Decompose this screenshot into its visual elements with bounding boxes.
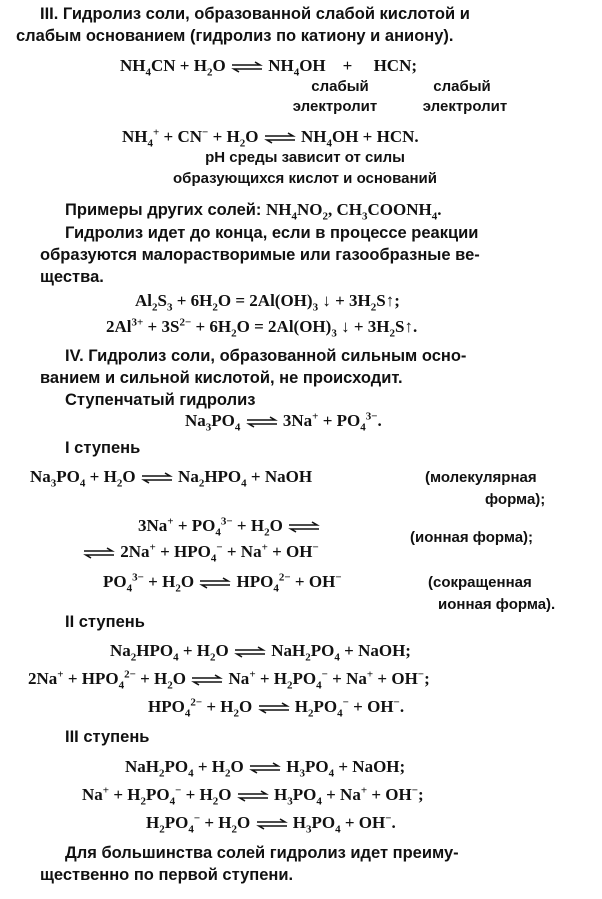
short-ionic-form-label-1: (сокращенная bbox=[428, 574, 532, 591]
reversible-arrow-icon bbox=[248, 762, 282, 774]
conclusion-line-2: щественно по первой ступени. bbox=[40, 866, 294, 884]
complete-hydrolysis-line-1: Гидролиз идет до конца, если в процессе реакции bbox=[65, 224, 479, 242]
section-4-line-2: ванием и сильной кислотой, не происходит. bbox=[40, 369, 403, 387]
reversible-arrow-icon bbox=[245, 416, 279, 428]
weak-electrolyte-label-1a: слабый bbox=[311, 78, 369, 95]
complete-hydrolysis-line-2: образуются малорастворимые или газообразные ве- bbox=[40, 246, 480, 264]
stage-1-ionic-equation-part-2: $2Na^+ + HPO_4^- + Na^+ + OH^-$ bbox=[82, 543, 319, 560]
molecular-form-label-2: форма); bbox=[485, 491, 546, 508]
reversible-arrow-icon bbox=[140, 472, 174, 484]
short-ionic-form-label-2: ионная форма). bbox=[438, 596, 556, 613]
reversible-arrow-icon bbox=[257, 702, 291, 714]
molecular-form-label-1: (молекулярная bbox=[425, 469, 537, 486]
complete-hydrolysis-line-3: щества. bbox=[40, 268, 104, 286]
reversible-arrow-icon bbox=[263, 132, 297, 144]
section-4-line-1: IV. Гидролиз соли, образованной сильным осно- bbox=[65, 347, 467, 365]
stepwise-hydrolysis-title: Ступенчатый гидролиз bbox=[65, 391, 256, 409]
section-3-heading-line-1: III. Гидролиз соли, образованной слабой кислотой и bbox=[40, 5, 470, 23]
stage-2-ionic-equation: $2Na^+ + HPO_4^{2-} + H_2O$ $Na^+ + H_2PO_4^- + Na^+ + OH^-$; bbox=[28, 668, 430, 692]
reversible-arrow-icon bbox=[198, 577, 232, 589]
ionic-form-label: (ионная форма); bbox=[410, 529, 534, 546]
equation-na3po4-dissociation: $Na_3PO_4$ $3Na^+ + PO_4^{3-}$. bbox=[185, 410, 382, 434]
stage-3-title: III ступень bbox=[65, 728, 150, 746]
ph-note-line-2: образующихся кислот и оснований bbox=[173, 170, 437, 187]
reversible-arrow-icon bbox=[236, 790, 270, 802]
weak-electrolyte-label-1b: электролит bbox=[292, 98, 378, 115]
examples-prefix: Примеры других солей: bbox=[65, 201, 267, 219]
stage-1-molecular-equation: $Na_3PO_4 + H_2O$ $Na_2HPO_4$ + NaOH bbox=[30, 467, 313, 490]
stage-3-ionic-equation: $Na^+ + H_2PO_4^- + H_2O$ $H_3PO_4 + Na^+ + OH^-$; bbox=[82, 784, 424, 808]
reversible-arrow-icon bbox=[82, 547, 116, 559]
stage-2-title: II ступень bbox=[65, 613, 145, 631]
other-salts-examples bbox=[65, 200, 442, 223]
stage-1-title: I ступень bbox=[65, 439, 141, 457]
equation-nh4cn-ionic: $NH_4^+ + CN^- + H_2O$ $NH_4OH$ + HCN. bbox=[122, 126, 419, 150]
reversible-arrow-icon bbox=[233, 646, 267, 658]
weak-electrolyte-label-2a: слабый bbox=[433, 78, 491, 95]
reversible-arrow-icon bbox=[230, 61, 264, 73]
conclusion-line-1: Для большинства солей гидролиз идет преиму- bbox=[65, 844, 459, 862]
reversible-arrow-icon bbox=[255, 818, 289, 830]
examples-formulas: $NH_4NO_2$, $CH_3COONH_4$. bbox=[266, 200, 442, 223]
stage-1-short-ionic-equation: $PO_4^{3-} + H_2O$ $HPO_4^{2-} + OH^-$ bbox=[103, 571, 342, 595]
reversible-arrow-icon bbox=[287, 521, 321, 533]
stage-2-short-ionic-equation: $HPO_4^{2-} + H_2O$ $H_2PO_4^- + OH^-$. bbox=[148, 696, 405, 720]
ph-note-line-1: pH среды зависит от силы bbox=[205, 149, 405, 166]
stage-2-molecular-equation: $Na_2HPO_4 + H_2O$ $NaH_2PO_4$ + NaOH; bbox=[110, 641, 411, 664]
stage-1-ionic-equation-part-1: $3Na^+ + PO_4^{3-} + H_2O$ bbox=[138, 517, 321, 534]
weak-electrolyte-label-2b: электролит bbox=[422, 98, 508, 115]
equation-nh4cn-molecular: $NH_4CN + H_2O$ $NH_4OH$ + HCN; bbox=[120, 56, 418, 79]
equation-al2s3-ionic: $2Al^{3+} + 3S^{2-} + 6H_2O = 2Al(OH)_3$ ↓ + $3H_2S↑$. bbox=[106, 316, 418, 340]
equation-al2s3-molecular: $Al_2S_3 + 6H_2O = 2Al(OH)_3$ ↓ + $3H_2S↑$; bbox=[135, 291, 400, 314]
stage-3-short-ionic-equation: $H_2PO_4^- + H_2O$ $H_3PO_4 + OH^-$. bbox=[146, 812, 396, 836]
stage-3-molecular-equation: $NaH_2PO_4 + H_2O$ $H_3PO_4$ + NaOH; bbox=[125, 757, 406, 780]
reversible-arrow-icon bbox=[190, 674, 224, 686]
section-3-heading-line-2: слабым основанием (гидролиз по катиону и аниону). bbox=[16, 27, 454, 45]
